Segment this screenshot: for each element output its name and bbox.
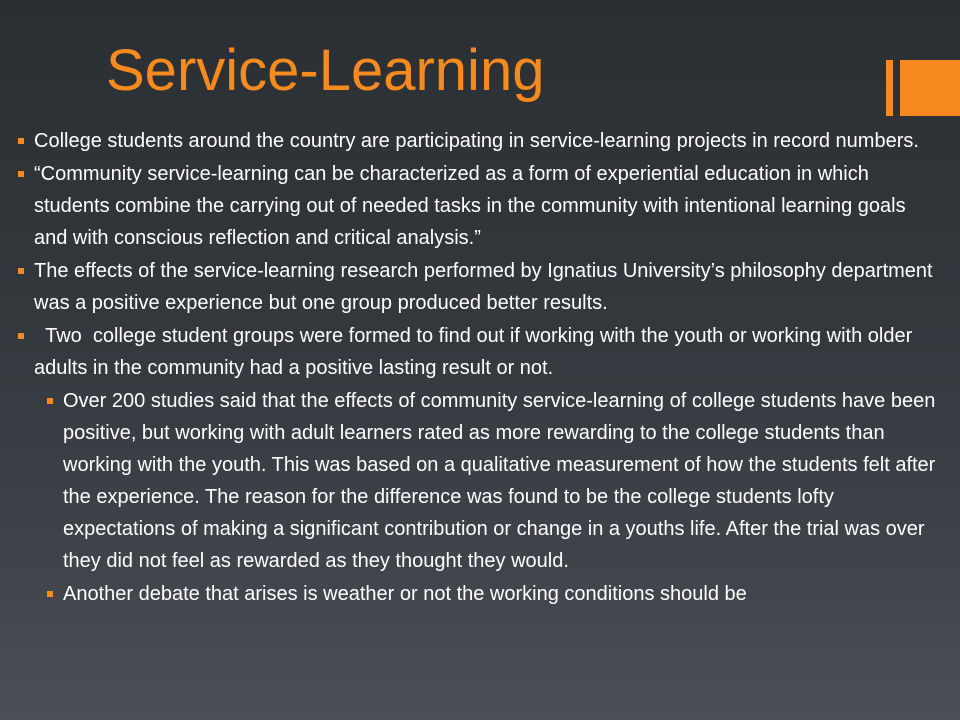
- bullet-list: [0, 125, 960, 611]
- bullet-item: [0, 255, 960, 319]
- square-bullet-icon: [18, 333, 24, 339]
- bullet-text: College students around the country are participating in service-learning projects in record numbers.: [34, 130, 919, 152]
- title-accent-bar-thin: [886, 60, 893, 116]
- square-bullet-icon: [47, 591, 53, 597]
- slide-title: Service-Learning: [106, 38, 545, 103]
- bullet-text: Two college student groups were formed to find out if working with the youth or working with older adults in the community had a positive lasting result or not.: [34, 325, 918, 379]
- sub-bullet-text: Over 200 studies said that the effects of community service-learning of college students have been positive, but working with adult learners rated as more rewarding to the college students than working with the youth. This was based on a qualitative measurement of how the students felt after the experience. The reason for the difference was found to be the college students lofty expectations of making a significant contribution or change in a youths life. After the trial was over they did not feel as rewarded as they thought they would.: [63, 390, 936, 572]
- bullet-text: The effects of the service-learning research performed by Ignatius University’s philosophy department was a positive experience but one group produced better results.: [34, 260, 933, 314]
- sub-bullet-item: [0, 578, 960, 610]
- bullet-item: [0, 125, 960, 157]
- square-bullet-icon: [18, 171, 24, 177]
- bullet-item: [0, 320, 960, 384]
- sub-bullet-text: Another debate that arises is weather or not the working conditions should be: [63, 583, 747, 605]
- square-bullet-icon: [18, 138, 24, 144]
- bullet-text: “Community service-learning can be characterized as a form of experiential education in which students combine the carrying out of needed tasks in the community with intentional learning goals and with conscious reflection and critical analysis.”: [34, 163, 906, 249]
- square-bullet-icon: [47, 398, 53, 404]
- title-accent-bar-thick: [900, 60, 960, 116]
- square-bullet-icon: [18, 268, 24, 274]
- sub-bullet-item: [0, 385, 960, 577]
- bullet-item: [0, 158, 960, 254]
